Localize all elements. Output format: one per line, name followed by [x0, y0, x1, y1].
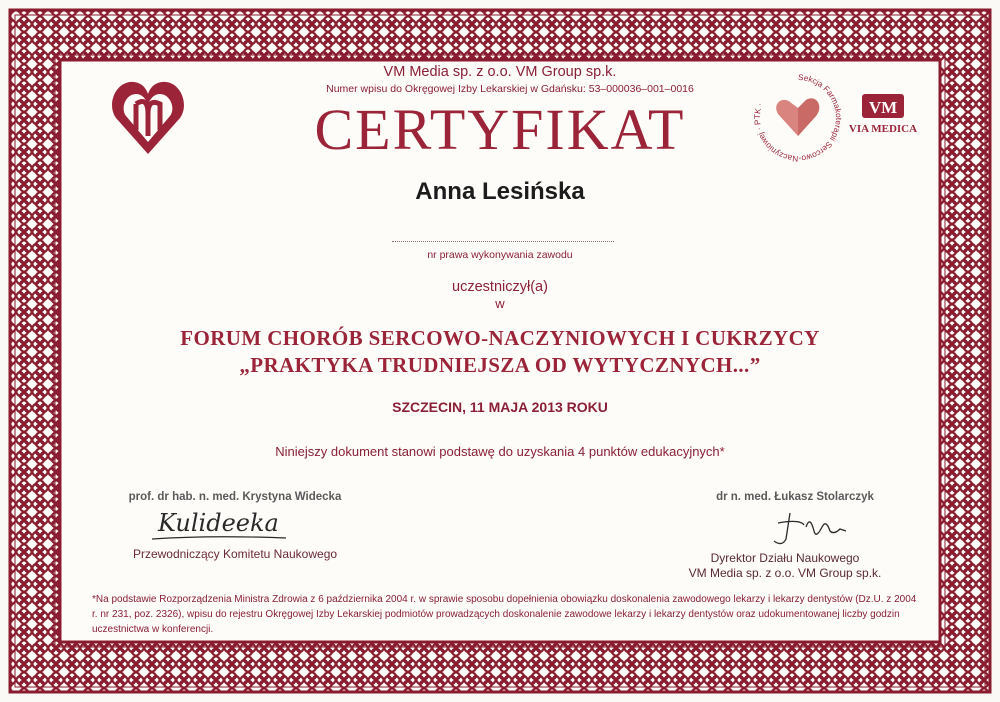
issuer-name: VM Media sp. z o.o. VM Group sp.k. [383, 64, 617, 80]
participation-text: uczestniczył(a) [452, 279, 548, 295]
vm-badge-text: VM [868, 98, 898, 117]
license-number-line [392, 241, 614, 242]
event-date-location: SZCZECIN, 11 MAJA 2013 ROKU [392, 399, 608, 415]
ptk-ring-text: Sekcja Farmakoterapii Sercowo-Naczyniowej · PTK · [752, 72, 844, 164]
issuer-registration: Numer wpisu do Okręgowej Izby Lekarskiej w Gdańsku: 53–000036–001–0016 [326, 83, 694, 95]
event-title-line1: FORUM CHORÓB SERCOWO-NACZYNIOWYCH I CUKRZYCY [180, 326, 820, 350]
event-title-line2: „PRAKTYKA TRUDNIEJSZA OD WYTYCZNYCH...” [239, 353, 761, 377]
right-signatory-name: dr n. med. Łukasz Stolarczyk [716, 491, 874, 503]
via-medica-logo [840, 92, 930, 142]
legal-footnote: *Na podstawie Rozporządzenia Ministra Zdrowia z 6 października 2004 r. w sprawie sposobu dopełnienia obowiązku doskonalenia zawodowego lekarzy i lekarzy dentystów (Dz.U. z 2004 r. nr 231, poz. 2326), wpisu do rejestru Okręgowej Izby Lekarskiej podmiotów prowadzących doskonalenie zawodowe lekarzy i lekarzy dentystów oraz udokumentowanej liczby godzin uczestnictwa w konferencji. [92, 594, 917, 635]
vm-badge-icon [840, 92, 930, 142]
right-signature-icon [760, 505, 870, 549]
preposition-text: w [495, 296, 505, 311]
recipient-name: Anna Lesińska [415, 178, 585, 205]
education-points-note: Niniejszy dokument stanowi podstawę do uzyskania 4 punktów edukacyjnych* [275, 444, 725, 459]
certificate-title: CERTYFIKAT [314, 97, 686, 162]
right-signatory-role: Dyrektor Działu Naukowego [710, 551, 860, 565]
left-signature-icon [150, 505, 290, 545]
left-signature-scribble: Kulideeka [158, 509, 279, 537]
vm-label-text: VIA MEDICA [848, 123, 918, 135]
left-signatory-role: Przewodniczący Komitetu Naukowego [132, 547, 338, 561]
left-signatory-name: prof. dr hab. n. med. Krystyna Widecka [128, 491, 342, 503]
license-number-label: nr prawa wykonywania zawodu [427, 249, 573, 261]
right-signatory-organization: VM Media sp. z o.o. VM Group sp.k. [688, 566, 882, 580]
heart-logo-icon [112, 74, 184, 158]
